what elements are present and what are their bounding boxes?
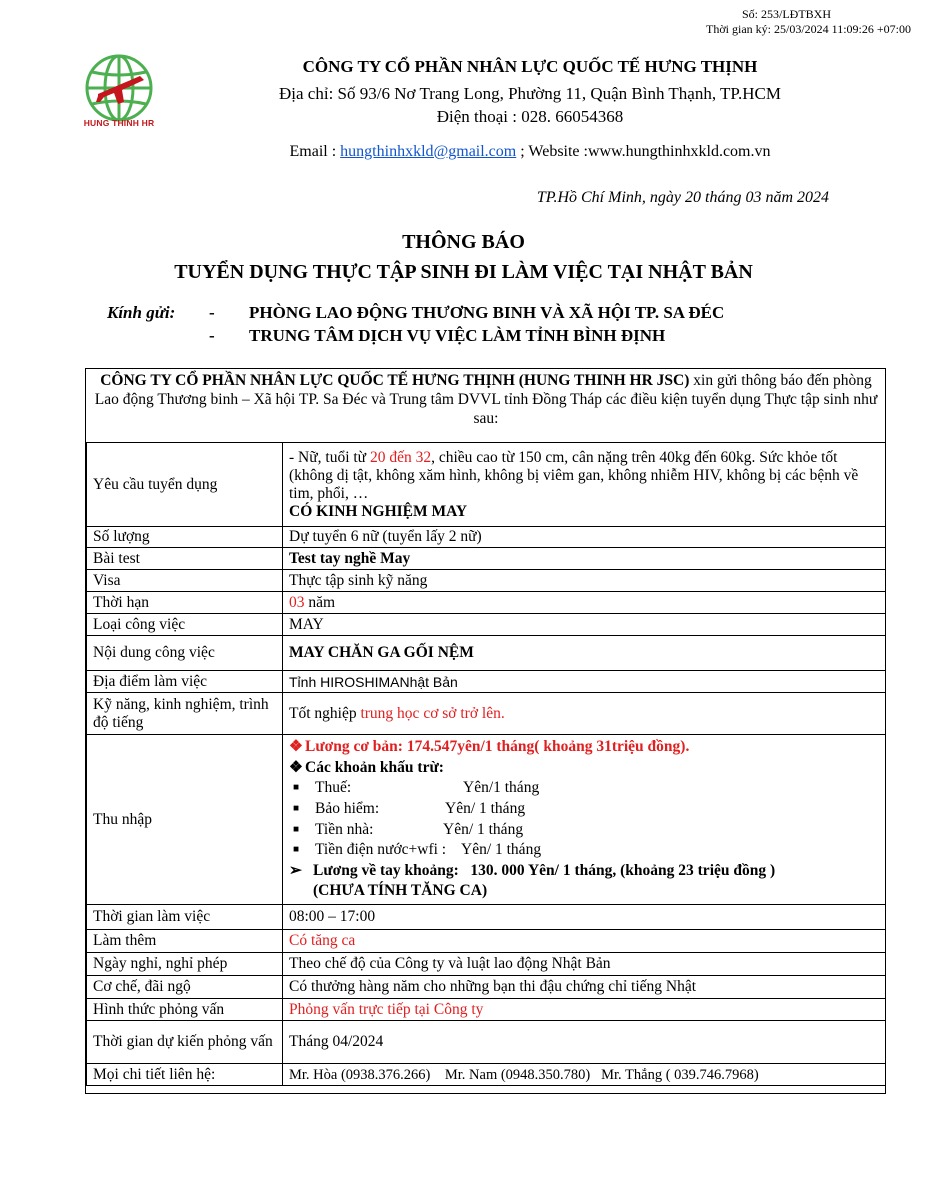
row-label: Thời hạn [87, 592, 283, 614]
row-value [283, 735, 886, 905]
deduction-value: Yên/ 1 tháng [445, 799, 526, 817]
deduction-item [289, 799, 879, 820]
table-row [87, 548, 886, 570]
education-text: Tốt nghiệp [289, 704, 361, 722]
row-value: Tỉnh HIROSHIMANhật Bản [283, 671, 886, 693]
document-date: TP.Hồ Chí Minh, ngày 20 tháng 03 năm 2024 [536, 189, 829, 206]
deduction-name: Tiền điện nước+wfi : [315, 841, 447, 859]
row-value: Mr. Hòa (0938.376.266) Mr. Nam (0948.350.780) Mr. Thắng ( 039.746.7968) [283, 1064, 886, 1086]
kinh-gui-label: Kính gửi: [107, 303, 176, 322]
deduction-name: Thuế: [315, 779, 352, 797]
table-row [87, 1021, 886, 1064]
row-value [283, 592, 886, 614]
requirement-text: - Nữ, tuổi từ [289, 448, 370, 466]
diamond-bullet-icon: ❖ [289, 758, 303, 776]
table-row [87, 976, 886, 999]
row-value: Test tay nghề May [283, 548, 886, 570]
company-name: CÔNG TY CỔ PHẦN NHÂN LỰC QUỐC TẾ HƯNG THỊNH [302, 57, 758, 76]
recipient-dash: - [209, 326, 215, 345]
row-label: Bài test [87, 548, 283, 570]
row-label: Thời gian làm việc [87, 905, 283, 930]
table-row [87, 735, 886, 905]
row-value: 08:00 – 17:00 [283, 905, 886, 930]
table-row [87, 1064, 886, 1086]
row-value: Tháng 04/2024 [283, 1021, 886, 1064]
row-value [283, 693, 886, 735]
arrow-bullet-icon: ➢ [289, 861, 302, 879]
recruitment-table [86, 442, 886, 1086]
row-label: Cơ chế, đãi ngộ [87, 976, 283, 999]
table-row [87, 905, 886, 930]
table-row [87, 592, 886, 614]
deduction-name: Bảo hiểm: [315, 799, 380, 817]
row-label: Visa [87, 570, 283, 592]
row-label: Thu nhập [87, 735, 283, 905]
square-bullet-icon: ■ [293, 823, 300, 835]
table-row [87, 614, 886, 636]
diamond-bullet-icon: ❖ [289, 738, 303, 756]
recipient-2-text: TRUNG TÂM DỊCH VỤ VIỆC LÀM TỈNH BÌNH ĐỊNH [249, 326, 666, 345]
row-value: MAY [283, 614, 886, 636]
base-salary-text: Lương cơ bản: 174.547yên/1 tháng( khoảng 31triệu đồng). [305, 738, 690, 756]
recipient-1 [209, 303, 724, 323]
email-label: Email : [289, 143, 341, 160]
row-value [283, 443, 886, 527]
deduction-value: Yên/1 tháng [463, 779, 540, 797]
square-bullet-icon: ■ [293, 782, 300, 794]
duration-unit: năm [304, 593, 336, 611]
deductions-title-text: Các khoản khấu trừ: [305, 758, 444, 776]
net-salary-label: Lương về tay khoảng: [313, 861, 459, 879]
row-label: Ngày nghỉ, nghỉ phép [87, 953, 283, 976]
requirement-details: , chiều cao từ 150 cm, cân nặng trên 40kg đến 60kg. Sức khỏe tốt (không dị tật, không xăm hình, không bị viêm gan, không nhiễm HIV, không bị các bệnh về tim, phổi, … [289, 448, 859, 502]
deduction-item [289, 840, 879, 861]
deductions-title [289, 758, 879, 779]
row-label: Số lượng [87, 527, 283, 548]
intro-paragraph [88, 371, 884, 428]
table-row [87, 671, 886, 693]
square-bullet-icon: ■ [293, 844, 300, 856]
square-bullet-icon: ■ [293, 803, 300, 814]
row-value: Thực tập sinh kỹ năng [283, 570, 886, 592]
recipient-2 [209, 326, 665, 346]
net-salary-value: 130. 000 Yên/ 1 tháng, (khoảng 23 triệu đồng ) [470, 861, 776, 879]
row-label: Địa điểm làm việc [87, 671, 283, 693]
website-text: ; Website :www.hungthinhxkld.com.vn [516, 143, 771, 160]
row-label: Yêu cầu tuyển dụng [87, 443, 283, 527]
row-label: Thời gian dự kiến phỏng vấn [87, 1021, 283, 1064]
recipient-dash: - [209, 303, 215, 322]
table-row [87, 527, 886, 548]
company-address: Địa chỉ: Số 93/6 Nơ Trang Long, Phường 11, Quận Bình Thạnh, TP.HCM [279, 84, 781, 103]
row-value: MAY CHĂN GA GỐI NỆM [283, 636, 886, 671]
deduction-value: Yên/ 1 tháng [461, 841, 542, 859]
row-value: Phỏng vấn trực tiếp tại Công ty [283, 999, 886, 1021]
table-row [87, 999, 886, 1021]
document-subtitle: TUYỂN DỤNG THỰC TẬP SINH ĐI LÀM VIỆC TẠI NHẬT BẢN [174, 261, 753, 283]
intro-text: xin gửi thông báo đến phòng Lao động Thương binh – Xã hội TP. Sa Đéc và Trung tâm DVVL tỉnh Đồng Tháp các điều kiện tuyển dụng Thực tập sinh như sau: [94, 372, 878, 427]
logo-text: HUNG THINH HR [83, 118, 155, 128]
company-phone: Điện thoại : 028. 66054368 [436, 107, 624, 126]
row-label: Hình thức phỏng vấn [87, 999, 283, 1021]
row-value: Có tăng ca [283, 930, 886, 953]
base-salary [289, 737, 879, 758]
table-row [87, 953, 886, 976]
digital-signature-info [706, 7, 911, 37]
table-row [87, 443, 886, 527]
row-label: Làm thêm [87, 930, 283, 953]
row-value: Dự tuyển 6 nữ (tuyển lấy 2 nữ) [283, 527, 886, 548]
deduction-name: Tiền nhà: [315, 820, 374, 838]
row-value: Có thưởng hàng năm cho những bạn thi đậu chứng chỉ tiếng Nhật [283, 976, 886, 999]
document-title: THÔNG BÁO [402, 231, 525, 253]
experience-requirement: CÓ KINH NGHIỆM MAY [289, 502, 468, 520]
deduction-value: Yên/ 1 tháng [443, 820, 524, 838]
net-salary-note: (CHƯA TÍNH TĂNG CA) [313, 882, 488, 900]
deduction-item [289, 820, 879, 841]
row-label: Loại công việc [87, 614, 283, 636]
row-label: Kỹ năng, kinh nghiệm, trình độ tiếng [87, 693, 283, 735]
duration-number: 03 [289, 593, 305, 611]
table-row [87, 693, 886, 735]
row-value: Theo chế độ của Công ty và luật lao động Nhật Bản [283, 953, 886, 976]
recipient-1-text: PHÒNG LAO ĐỘNG THƯƠNG BINH VÀ XÃ HỘI TP. SA ĐÉC [249, 303, 725, 322]
company-contact [100, 143, 927, 161]
table-row [87, 570, 886, 592]
email-link[interactable]: hungthinhxkld@gmail.com [340, 143, 517, 160]
deduction-item [289, 778, 879, 799]
table-row [87, 930, 886, 953]
recipients-label [107, 303, 175, 323]
signed-time: Thời gian ký: 25/03/2024 11:09:26 +07:00 [706, 22, 911, 36]
net-salary [289, 861, 879, 882]
intro-company: CÔNG TY CỔ PHẦN NHÂN LỰC QUỐC TẾ HƯNG THỊNH (HUNG THINH HR JSC) [100, 372, 690, 389]
document-number: Số: 253/LĐTBXH [742, 7, 832, 21]
row-label: Mọi chi tiết liên hệ: [87, 1064, 283, 1086]
age-range: 20 đến 32 [369, 448, 432, 466]
education-level: trung học cơ sở trở lên. [360, 704, 505, 722]
row-label: Nội dung công việc [87, 636, 283, 671]
table-row [87, 636, 886, 671]
